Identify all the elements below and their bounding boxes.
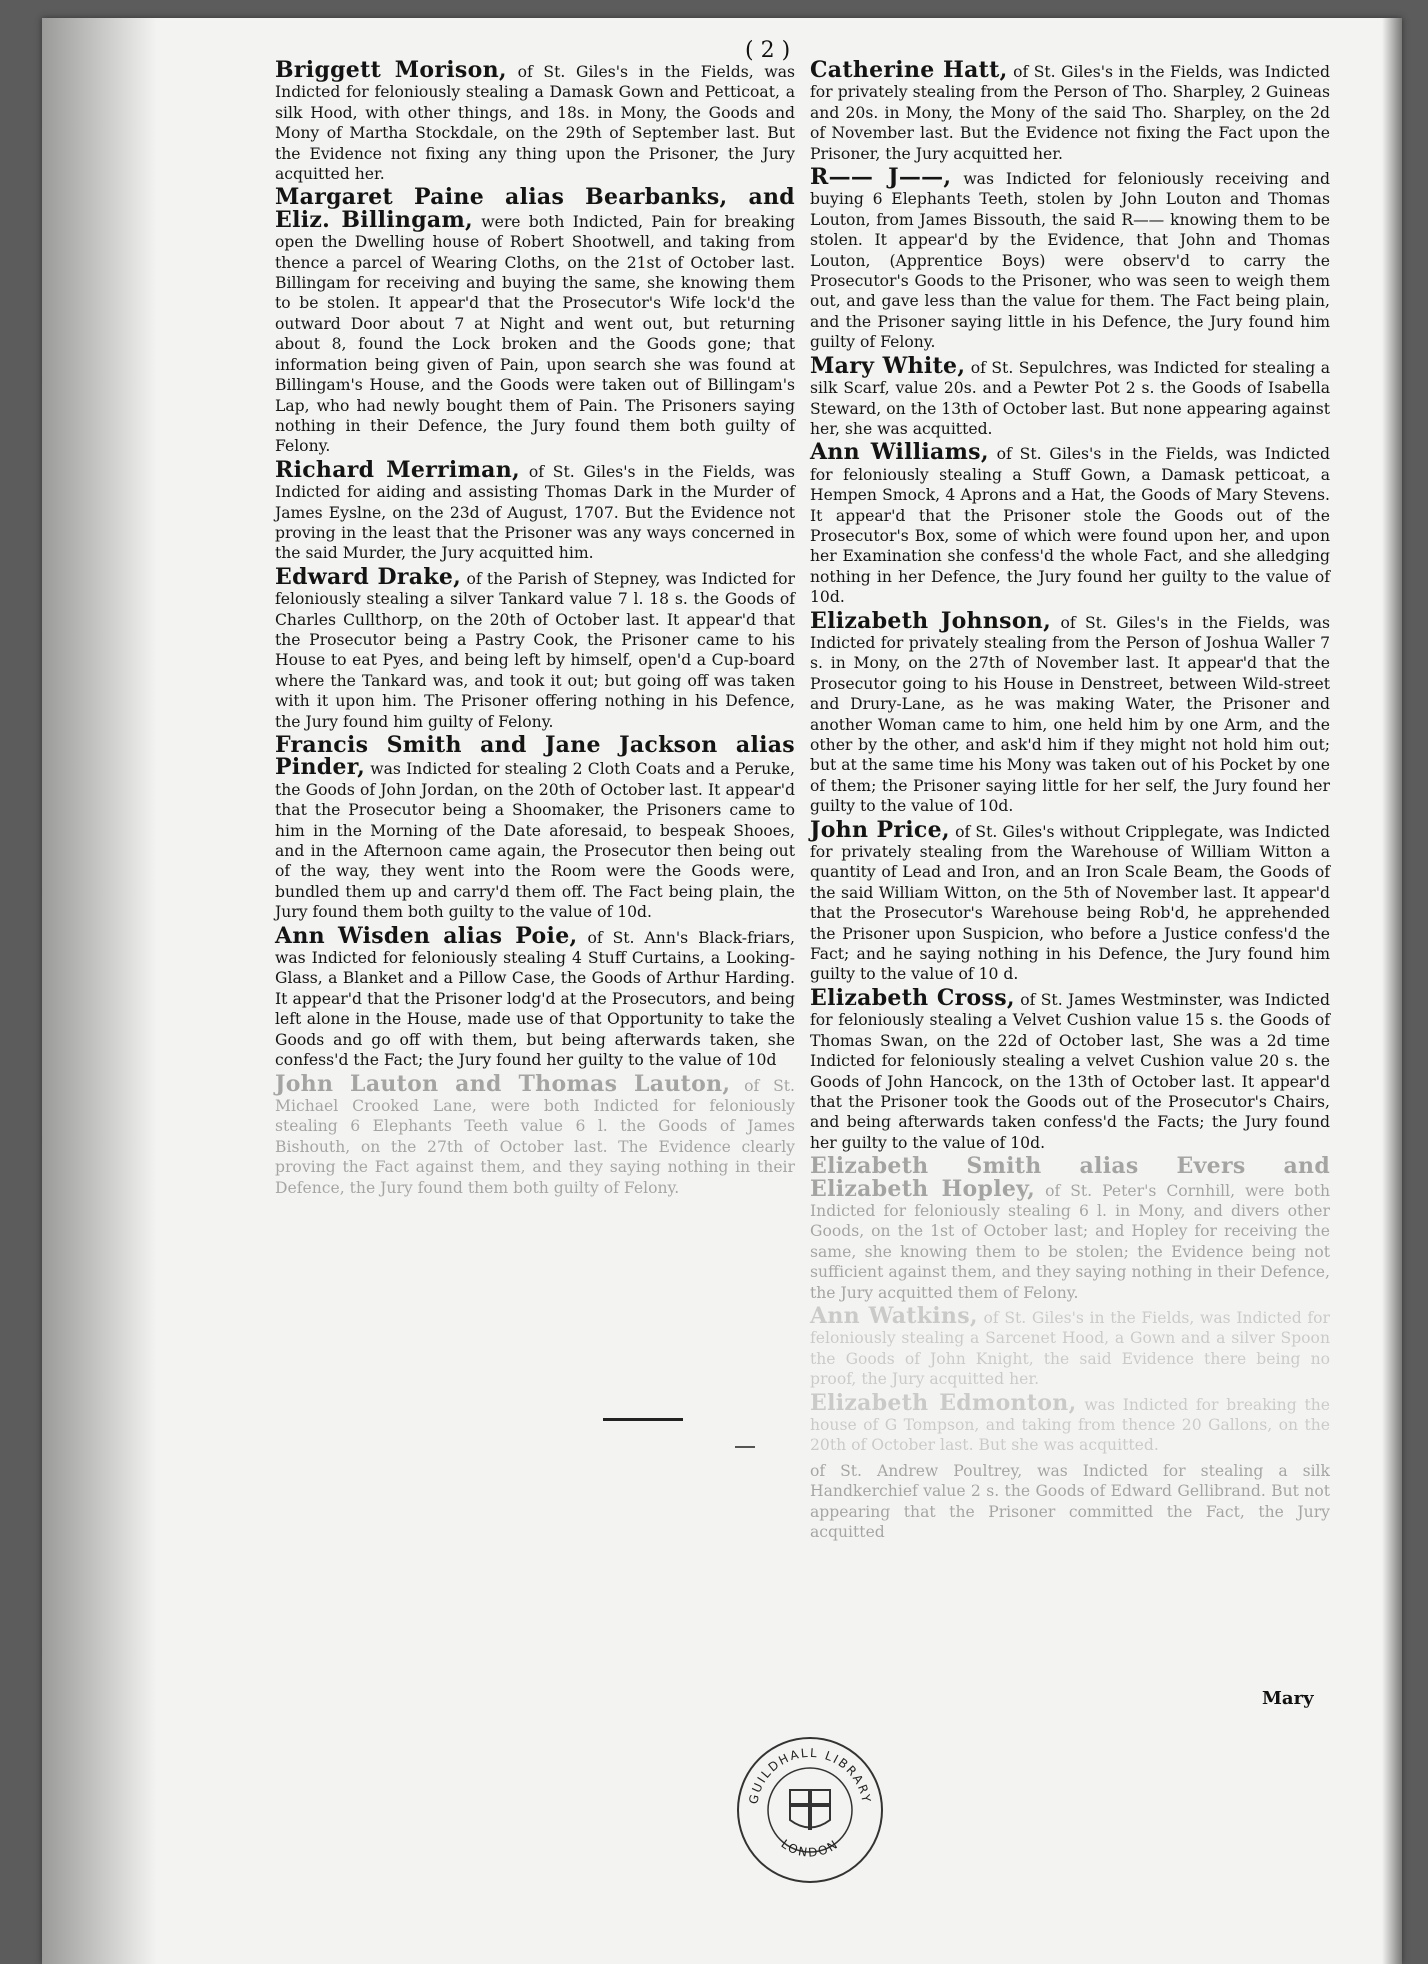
- page-gutter-shadow: [42, 18, 157, 1964]
- page-edge-shadow: [1382, 18, 1402, 1964]
- trial-text: of St. Giles's in the Fields, was Indicted for feloniously stealing a Damask Gown and Petticoat, a silk Hood, with other things, and 18s. in Mony, the Goods and Mony of Martha Stockdale, on the 29th of September last. But the Evidence not fixing any thing upon the Prisoner, the Jury acquitted her.: [275, 63, 796, 184]
- left-column: [275, 57, 796, 1201]
- trial-text: of St. Giles's in the Fields, was Indicted for privately stealing from the Person of Joshua Waller 7 s. in Mony, on the 27th of November last. It appear'd that the Prosecutor going to his House in Denstreet, between Wild-street and Drury-Lane, as he was making Water, the Prisoner and another Woman came to him, one held him by one Arm, and the other by the other, and ask'd him if they might not hold him out; but at the same time his Mony was taken out of his Pocket by one of them; the Prisoner saying little for her self, the Jury found her guilty to the value of 10d.: [810, 613, 1330, 816]
- trial-entry: [810, 1153, 1331, 1303]
- defendant-name: Ann Watkins,: [810, 1302, 978, 1329]
- trial-entry: [810, 164, 1330, 353]
- trial-entry: [275, 456, 795, 564]
- library-stamp-seal-icon: [735, 1735, 885, 1885]
- defendant-name: Francis Smith and Jane Jackson alias Pinder,: [275, 732, 795, 781]
- defendant-name: Margaret Paine alias Bearbanks, and Eliz. Billingam,: [275, 184, 795, 233]
- defendant-name: Ann Williams,: [810, 439, 989, 466]
- defendant-name: Elizabeth Cross,: [810, 984, 1015, 1011]
- trial-entry: [810, 1459, 1330, 1543]
- trial-text: of St. Peter's Cornhill, were both Indicted for feloniously stealing 6 l. in Mony, and divers other Goods, on the 1st of October last; and Hopley for receiving the same, she knowing them to be stolen; the Evidence being not sufficient against them, and they saying nothing in their Defence, the Jury acquitted them of Felony.: [810, 1181, 1331, 1302]
- trial-text: of St. Giles's in the Fields, was Indicted for aiding and assisting Thomas Dark in the Murder of James Eyslne, on the 23d of August, 1707. But the Evidence not proving in the least that the Prisoner was any ways concerned in the said Murder, the Jury acquitted him.: [275, 462, 795, 563]
- defendant-name: Catherine Hatt,: [810, 57, 1008, 83]
- trial-entry: [810, 1302, 1330, 1390]
- defendant-name: R—— J——,: [810, 164, 952, 191]
- defendant-name: Edward Drake,: [275, 563, 462, 590]
- library-stamp: [735, 1735, 885, 1885]
- defendant-name: Elizabeth Smith alias Evers and Elizabeth Hopley,: [810, 1153, 1330, 1202]
- trial-entry: [275, 184, 795, 456]
- defendant-name: John Lauton and Thomas Lauton,: [275, 1070, 731, 1097]
- right-column: [810, 57, 1331, 1545]
- trial-entry: [810, 57, 1330, 164]
- defendant-name: Mary White,: [810, 352, 966, 379]
- stamp-bottom-text: LONDON: [778, 1836, 842, 1860]
- trial-entry: [275, 57, 796, 184]
- trial-entry: [275, 732, 795, 923]
- trial-text: was Indicted for breaking the house of G Tompson, and taking from thence 20 Gallons, on the 20th of October last. But she was acquitted.: [810, 1395, 1330, 1455]
- trial-entry: [275, 1070, 795, 1198]
- trial-entry: [810, 352, 1330, 440]
- trial-entry: [810, 1389, 1330, 1456]
- catchword: Mary: [1262, 1688, 1314, 1709]
- defendant-name: Elizabeth Johnson,: [810, 607, 1052, 634]
- trial-text: of St. Giles's in the Fields, was Indicted for privately stealing from the Person of Tho. Sharpley, 2 Guineas and 20s. in Mony, the Mony of the said Tho. Sharpley, on the 2d of November last. But the Evidence not fixing the Fact upon the Prisoner, the Jury acquitted her.: [810, 63, 1330, 163]
- section-rule: [603, 1418, 683, 1421]
- trial-text: of the Parish of Stepney, was Indicted for feloniously stealing a silver Tankard value 7 l. 18 s. the Goods of Charles Cullthorp, on the 20th of October last. It appear'd that the Prosecutor being a Pastry Cook, the Prisoner came to his House to eat Pyes, and being left by himself, open'd a Cup-board where the Tankard was, and took it out; but going off was taken with it upon him. The Prisoner offering nothing in his Defence, the Jury found him guilty of Felony.: [275, 569, 795, 731]
- trial-entry: [275, 922, 795, 1071]
- svg-text:LONDON: [779, 1837, 842, 1860]
- trial-text: of St. Giles's in the Fields, was Indicted for feloniously stealing a Stuff Gown, a Damask petticoat, a Hempen Smock, 4 Aprons and a Hat, the Goods of Mary Stevens. It appear'd that the Prisoner stole the Goods out of the Prosecutor's Box, some of which were found upon her, and upon her Examination she confess'd the whole Fact, and she alledging nothing in her Defence, the Jury found her guilty to the value of 10d.: [810, 445, 1330, 607]
- trial-text: of St. Andrew Poultrey, was Indicted for stealing a silk Handkerchief value 2 s. the Goods of Edward Gellibrand. But not appearing that the Prisoner committed the Fact, the Jury acquitted: [810, 1461, 1330, 1542]
- trial-text: was Indicted for stealing 2 Cloth Coats and a Peruke, the Goods of John Jordan, on the 20th of October last. It appear'd that the Prosecutor being a Shoomaker, the Prisoners came to him in the Morning of the Date aforesaid, to bespeak Shooes, and in the Afternoon came again, the Prosecutor then being out of the way, they went into the Room were the Goods were, bundled them up and carry'd them off. The Fact being plain, the Jury found them both guilty to the value of 10d.: [275, 760, 795, 922]
- trial-text: of St. Giles's without Cripplegate, was Indicted for privately stealing from the Warehouse of William Witton a quantity of Lead and Iron, and an Iron Scale Beam, the Goods of the said William Witton, on the 5th of November last. It appear'd that the Prosecutor's Warehouse being Rob'd, he apprehended the Prisoner upon Suspicion, who before a Justice confess'd the Fact; and he saying nothing in his Defence, the Jury found him guilty to the value of 10 d.: [810, 822, 1330, 984]
- trial-entry: [275, 563, 795, 732]
- trial-entry: [810, 439, 1330, 607]
- defendant-name: John Price,: [810, 816, 950, 843]
- page-number: ( 2 ): [745, 38, 791, 63]
- defendant-name: Ann Wisden alias Poie,: [275, 922, 578, 949]
- defendant-name: Briggett Morison,: [275, 57, 507, 83]
- trial-text: of St. Michael Crooked Lane, were both Indicted for feloniously stealing 6 Elephants Teeth value 6 l. the Goods of James Bishouth, on the 27th of October last. The Evidence clearly proving the Fact against them, and they saying nothing in their Defence, the Jury found them both guilty of Felony.: [275, 1076, 795, 1197]
- trial-text: were both Indicted, Pain for breaking open the Dwelling house of Robert Shootwell, and taking from thence a parcel of Wearing Cloths, on the 21st of October last. Billingam for receiving and buying the same, she knowing them to be stolen. It appear'd that the Prosecutor's Wife lock'd the outward Door about 7 at Night and went out, but returning about 8, found the Lock broken and the Goods gone; that information being given of Pain, upon search she was found at Billingam's House, and the Goods were taken out of Billingam's Lap, who had newly bought them of Pain. The Prisoners saying nothing in their Defence, the Jury found them both guilty of Felony.: [275, 212, 795, 456]
- defendant-name: Elizabeth Edmonton,: [810, 1389, 1077, 1416]
- trial-text: of St. James Westminster, was Indicted for feloniously stealing a Velvet Cushion value 15 s. the Goods of Thomas Swan, on the 22d of October last, She was a 2d time Indicted for feloniously stealing a velvet Cushion value 20 s. the Goods of John Hancock, on the 13th of October last. It appear'd that the Prisoner took the Goods out of the Prosecutor's Chairs, and being afterwards taken confess'd the Facts; the Jury found her guilty to the value of 10d.: [810, 990, 1330, 1152]
- trial-text: of St. Ann's Black-friars, was Indicted for feloniously stealing 4 Stuff Curtains, a Looking-Glass, a Blanket and a Pillow Case, the Goods of Arthur Harding. It appear'd that the Prisoner lodg'd at the Prosecutors, and being left alone in the House, made use of that Opportunity to take the Goods and go off with them, but being afterwards taken, she confess'd the Fact; the Jury found her guilty to the value of 10d: [275, 928, 795, 1070]
- trial-entry: [810, 816, 1330, 985]
- trial-entry: [810, 607, 1330, 817]
- section-rule-short: [735, 1446, 755, 1448]
- trial-text: of St. Sepulchres, was Indicted for stealing a silk Scarf, value 20s. and a Pewter Pot 2 s. the Goods of Isabella Steward, on the 13th of October last. But none appearing against her, she was acquitted.: [810, 358, 1330, 438]
- stamp-top-text: GUILDHALL LIBRARY: [746, 1745, 874, 1806]
- trial-entry: [810, 984, 1330, 1153]
- defendant-name: Richard Merriman,: [275, 456, 520, 483]
- trial-text: was Indicted for feloniously receiving and buying 6 Elephants Teeth, stolen by John Louton and Thomas Louton, from James Bissouth, the said R—— knowing them to be stolen. It appear'd by the Evidence, that John and Thomas Louton, (Apprentice Boys) were observ'd to carry the Prosecutor's Goods to the Prisoner, who was seen to weigh them out, and gave less than the value for them. The Fact being plain, and the Prisoner saying little in his Defence, the Jury found him guilty of Felony.: [810, 170, 1330, 352]
- trial-text: of St. Giles's in the Fields, was Indicted for feloniously stealing a Sarcenet Hood, a Gown and a silver Spoon the Goods of John Knight, the said Evidence there being no proof, the Jury acquitted her.: [810, 1308, 1330, 1389]
